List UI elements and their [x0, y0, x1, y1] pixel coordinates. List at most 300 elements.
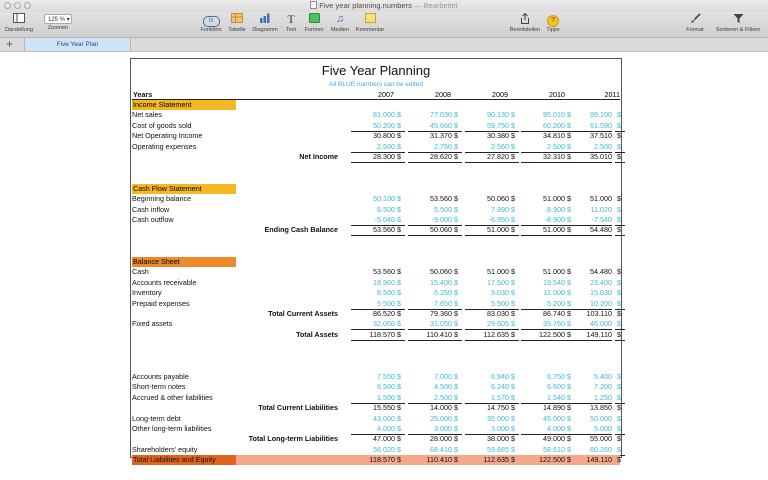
row-label: Net Operating Income: [132, 131, 203, 141]
currency-symbol: $: [565, 330, 575, 341]
currency-symbol: $: [397, 131, 401, 141]
currency-symbol: $: [452, 393, 462, 404]
help-icon: ?: [544, 13, 562, 26]
currency-symbol: $: [511, 267, 515, 277]
row-label: Net sales: [132, 110, 162, 120]
value-cell[interactable]: 68.410: [408, 445, 452, 456]
currency-symbol: $: [567, 455, 571, 465]
currency-symbol: $: [565, 445, 575, 456]
value-cell[interactable]: 7.650: [408, 299, 452, 310]
row-label: Cash: [132, 267, 149, 277]
value-cell: 86.520: [373, 309, 395, 318]
paintbrush-icon: [684, 13, 706, 26]
currency-symbol: $: [452, 152, 462, 163]
value-cell: 86.740: [543, 309, 565, 318]
value-cell[interactable]: 6.240: [491, 382, 509, 392]
row-label: Accounts payable: [132, 371, 189, 381]
value-cell[interactable]: 15.400: [430, 277, 452, 287]
currency-symbol: $: [454, 288, 458, 298]
year-header: 2007: [378, 90, 394, 99]
value-cell: 118.570: [369, 455, 395, 465]
row-label: Cost of goods sold: [132, 120, 192, 130]
value-cell[interactable]: 25.000: [430, 413, 452, 423]
table-button[interactable]: Tabelle: [226, 13, 248, 33]
value-cell: 50.060: [408, 225, 452, 236]
currency-symbol: $: [397, 277, 401, 287]
currency-symbol: $: [509, 225, 519, 236]
currency-symbol: $: [452, 330, 462, 341]
value-cell[interactable]: 35.000: [487, 413, 509, 423]
value-cell[interactable]: 19.540: [543, 277, 565, 287]
currency-symbol: $: [617, 288, 621, 298]
sheet-tab-bar: [0, 38, 768, 52]
currency-symbol: $: [565, 393, 575, 404]
currency-symbol: $: [565, 152, 575, 163]
value-cell: 15.550: [373, 403, 395, 413]
value-cell[interactable]: 2.500: [351, 142, 395, 153]
spreadsheet-page: [130, 58, 622, 465]
function-icon: fx: [198, 13, 224, 26]
value-cell: 51.000: [521, 225, 565, 236]
currency-symbol: $: [567, 110, 571, 120]
currency-symbol: $: [509, 445, 519, 456]
value-cell[interactable]: 1.570: [465, 393, 509, 404]
value-cell: 83.030: [487, 309, 509, 318]
currency-symbol: $: [395, 299, 405, 310]
row-label: Cash inflow: [132, 204, 170, 214]
currency-symbol: $: [397, 371, 401, 381]
currency-symbol: $: [511, 288, 515, 298]
year-header: 2010: [549, 90, 565, 99]
currency-symbol: $: [565, 121, 575, 132]
value-cell: 32.310: [521, 152, 565, 163]
value-cell: 47.000: [373, 434, 395, 444]
value-cell[interactable]: 8.500: [377, 204, 395, 214]
edit-hint: All BLUE numbers can be edited: [329, 81, 423, 88]
value-cell[interactable]: -8.900: [521, 215, 565, 226]
add-sheet-button[interactable]: +: [6, 37, 14, 51]
value-cell: 122.500: [521, 330, 565, 341]
currency-symbol: $: [567, 403, 571, 413]
value-cell[interactable]: 17.500: [487, 277, 509, 287]
text-icon: T: [287, 12, 295, 26]
row-label: Cash outflow: [132, 214, 174, 224]
value-cell: 35.010: [568, 152, 612, 163]
format-button[interactable]: Format: [684, 13, 706, 33]
currency-symbol: $: [615, 152, 625, 163]
currency-symbol: $: [617, 434, 621, 444]
currency-symbol: $: [397, 455, 401, 465]
value-cell: 122.500: [539, 455, 565, 465]
years-label: Years: [133, 90, 153, 99]
value-cell: 37.510: [590, 131, 612, 141]
currency-symbol: $: [565, 225, 575, 236]
currency-symbol: $: [567, 277, 571, 287]
currency-symbol: $: [617, 455, 621, 465]
currency-symbol: $: [615, 319, 625, 330]
currency-symbol: $: [397, 309, 401, 318]
currency-symbol: $: [617, 267, 621, 277]
currency-symbol: $: [511, 455, 515, 465]
value-cell[interactable]: 50.200: [351, 121, 395, 132]
total-label: Total Assets: [296, 329, 338, 339]
value-cell: 149.110: [568, 330, 612, 341]
value-cell[interactable]: 2.560: [465, 142, 509, 153]
bar-chart-icon: [250, 13, 280, 26]
value-cell[interactable]: 60.200: [521, 121, 565, 132]
value-cell[interactable]: 10.200: [568, 299, 612, 310]
value-cell[interactable]: 95.010: [543, 110, 565, 120]
value-cell[interactable]: 5.400: [594, 371, 612, 381]
value-cell[interactable]: 99.100: [590, 110, 612, 120]
value-cell: 112.635: [483, 455, 509, 465]
value-cell[interactable]: 3.000: [465, 424, 509, 435]
currency-symbol: $: [617, 194, 621, 204]
value-cell[interactable]: 9.030: [491, 288, 509, 298]
currency-symbol: $: [509, 330, 519, 341]
table-icon: [226, 13, 248, 26]
value-cell[interactable]: 45.000: [543, 413, 565, 423]
currency-symbol: $: [397, 288, 401, 298]
currency-symbol: $: [617, 413, 621, 423]
value-cell: 53.560: [430, 194, 452, 204]
view-button[interactable]: Darstellung: [3, 13, 35, 33]
currency-symbol: $: [511, 131, 515, 141]
row-label: Accrued & other liabilities: [132, 392, 213, 402]
currency-symbol: $: [395, 152, 405, 163]
share-button[interactable]: Bereitstellen: [506, 13, 544, 33]
row-label: Short-term notes: [132, 382, 186, 392]
currency-symbol: $: [397, 267, 401, 277]
value-cell[interactable]: 35.760: [521, 319, 565, 330]
currency-symbol: $: [454, 194, 458, 204]
sheet-tab-five-year-plan[interactable]: Five Year Plan: [24, 38, 131, 51]
currency-symbol: $: [567, 371, 571, 381]
currency-symbol: $: [617, 110, 621, 120]
value-cell[interactable]: 1.250: [568, 393, 612, 404]
currency-symbol: $: [511, 309, 515, 318]
currency-symbol: $: [617, 309, 621, 318]
currency-symbol: $: [452, 299, 462, 310]
currency-symbol: $: [454, 309, 458, 318]
currency-symbol: $: [395, 121, 405, 132]
row-label: Operating expenses: [132, 141, 197, 151]
value-cell[interactable]: 18.960: [373, 277, 395, 287]
value-cell[interactable]: 77.030: [430, 110, 452, 120]
currency-symbol: $: [511, 382, 515, 392]
currency-symbol: $: [615, 299, 625, 310]
value-cell[interactable]: 7.890: [491, 204, 509, 214]
value-cell[interactable]: 2.500: [568, 142, 612, 153]
year-header: 2011: [604, 90, 620, 99]
value-cell[interactable]: 58.610: [521, 445, 565, 456]
value-cell: 38.000: [487, 434, 509, 444]
currency-symbol: $: [617, 204, 621, 214]
value-cell[interactable]: 4.000: [351, 424, 395, 435]
total-label: Net Income: [299, 152, 338, 162]
currency-symbol: $: [615, 142, 625, 153]
currency-symbol: $: [567, 194, 571, 204]
currency-symbol: $: [511, 403, 515, 413]
currency-symbol: $: [397, 403, 401, 413]
currency-symbol: $: [567, 204, 571, 214]
value-cell[interactable]: 4.000: [521, 424, 565, 435]
value-cell[interactable]: 8.900: [547, 204, 565, 214]
share-icon: [506, 13, 544, 26]
currency-symbol: $: [509, 299, 519, 310]
currency-symbol: $: [454, 371, 458, 381]
currency-symbol: $: [454, 110, 458, 120]
currency-symbol: $: [565, 142, 575, 153]
value-cell: 30.380: [487, 131, 509, 141]
value-cell[interactable]: 6.250: [434, 288, 452, 298]
total-label: Total Long-term Liabilities: [248, 434, 338, 444]
value-cell[interactable]: 81.000: [373, 110, 395, 120]
title-bar: [0, 0, 768, 12]
value-cell: 27.820: [465, 152, 509, 163]
row-label: Other long-term liabilities: [132, 423, 212, 433]
row-label: Shareholders' equity: [132, 444, 198, 454]
currency-symbol: $: [454, 267, 458, 277]
shapes-icon: [302, 13, 326, 26]
value-cell[interactable]: 46.000: [568, 319, 612, 330]
value-cell[interactable]: 80.260: [568, 445, 612, 456]
sort-filter-button[interactable]: Sortieren & Filtern: [710, 13, 766, 33]
value-cell[interactable]: 61.590: [568, 121, 612, 132]
currency-symbol: $: [395, 142, 405, 153]
value-cell[interactable]: 3.000: [408, 424, 452, 435]
currency-symbol: $: [511, 204, 515, 214]
value-cell: 28.300: [351, 152, 395, 163]
value-cell: 50.060: [430, 267, 452, 277]
row-label: Accounts receivable: [132, 277, 197, 287]
chevron-down-icon: ▾: [66, 17, 70, 23]
value-cell[interactable]: 5.500: [434, 204, 452, 214]
value-cell[interactable]: 32.050: [351, 319, 395, 330]
value-cell: 14.750: [487, 403, 509, 413]
value-cell[interactable]: 29.605: [465, 319, 509, 330]
currency-symbol: $: [395, 445, 405, 456]
currency-symbol: $: [615, 121, 625, 132]
currency-symbol: $: [452, 215, 462, 226]
value-cell[interactable]: -6.950: [465, 215, 509, 226]
value-cell: 31.370: [430, 131, 452, 141]
section-label: Income Statement: [133, 100, 192, 109]
value-cell: 28.620: [408, 152, 452, 163]
value-cell[interactable]: 5.500: [465, 299, 509, 310]
value-cell[interactable]: 8.500: [377, 288, 395, 298]
value-cell[interactable]: 6.940: [491, 371, 509, 381]
value-cell[interactable]: 43.000: [373, 413, 395, 423]
currency-symbol: $: [397, 204, 401, 214]
currency-symbol: $: [565, 424, 575, 435]
value-cell: 13.850: [590, 403, 612, 413]
value-cell[interactable]: 5.200: [521, 299, 565, 310]
comment-icon: [354, 13, 386, 26]
currency-symbol: $: [615, 225, 625, 236]
total-label: Total Current Assets: [268, 309, 338, 318]
value-cell[interactable]: 4.500: [434, 382, 452, 392]
value-cell: 118.570: [351, 330, 395, 341]
value-cell[interactable]: 15.030: [590, 288, 612, 298]
value-cell[interactable]: 2.750: [408, 142, 452, 153]
value-cell[interactable]: 5.000: [568, 424, 612, 435]
currency-symbol: $: [509, 319, 519, 330]
currency-symbol: $: [617, 382, 621, 392]
currency-symbol: $: [565, 215, 575, 226]
value-cell: 30.800: [373, 131, 395, 141]
shapes-button[interactable]: Formen: [302, 13, 326, 33]
currency-symbol: $: [454, 413, 458, 423]
currency-symbol: $: [454, 131, 458, 141]
music-note-icon: ♫: [335, 13, 345, 25]
currency-symbol: $: [565, 319, 575, 330]
currency-symbol: $: [567, 267, 571, 277]
value-cell: 28.000: [430, 434, 452, 444]
value-cell[interactable]: 6.500: [377, 382, 395, 392]
comment-button[interactable]: Kommentar: [354, 13, 386, 33]
sidebar-view-icon: [3, 13, 35, 26]
function-button[interactable]: fx Funktion: [198, 13, 224, 33]
currency-symbol: $: [615, 215, 625, 226]
zoom-select[interactable]: 125 % ▾: [44, 14, 72, 24]
currency-symbol: $: [452, 424, 462, 435]
value-cell: 14.000: [430, 403, 452, 413]
value-cell: 53.560: [351, 225, 395, 236]
year-header: 2009: [492, 90, 508, 99]
currency-symbol: $: [509, 121, 519, 132]
value-cell: 79.360: [430, 309, 452, 318]
currency-symbol: $: [511, 194, 515, 204]
value-cell: 149.110: [586, 455, 612, 465]
row-label: Long-term debt: [132, 413, 181, 423]
value-cell: 51.000: [590, 194, 612, 204]
document-title: Five Year Planning: [321, 63, 431, 78]
row-label: Inventory: [132, 288, 162, 298]
years-header-row: [132, 90, 620, 100]
currency-symbol: $: [617, 131, 621, 141]
currency-symbol: $: [509, 393, 519, 404]
value-cell: 51.000: [543, 267, 565, 277]
value-cell[interactable]: 6.750: [547, 371, 565, 381]
value-cell: 51.000: [487, 267, 509, 277]
currency-symbol: $: [511, 110, 515, 120]
currency-symbol: $: [617, 277, 621, 287]
value-cell[interactable]: 1.500: [351, 393, 395, 404]
value-cell: 110.410: [408, 330, 452, 341]
currency-symbol: $: [615, 393, 625, 404]
value-cell: 112.635: [465, 330, 509, 341]
value-cell[interactable]: -9.000: [408, 215, 452, 226]
currency-symbol: $: [395, 215, 405, 226]
value-cell[interactable]: 1.540: [521, 393, 565, 404]
value-cell[interactable]: 6.600: [547, 382, 565, 392]
currency-symbol: $: [509, 215, 519, 226]
value-cell[interactable]: 45.660: [408, 121, 452, 132]
currency-symbol: $: [395, 225, 405, 236]
currency-symbol: $: [565, 299, 575, 310]
value-cell[interactable]: 11.020: [590, 204, 612, 214]
currency-symbol: $: [454, 204, 458, 214]
currency-symbol: $: [567, 413, 571, 423]
currency-symbol: $: [397, 194, 401, 204]
value-cell[interactable]: 11.000: [543, 288, 565, 298]
value-cell: 54.480: [590, 267, 612, 277]
value-cell[interactable]: 7.550: [377, 371, 395, 381]
currency-symbol: $: [567, 382, 571, 392]
currency-symbol: $: [617, 403, 621, 413]
value-cell[interactable]: -7.540: [568, 215, 612, 226]
currency-symbol: $: [567, 434, 571, 444]
chart-button[interactable]: Diagramm: [250, 13, 280, 33]
currency-symbol: $: [454, 455, 458, 465]
currency-symbol: $: [511, 371, 515, 381]
value-cell[interactable]: 50.100: [373, 194, 395, 204]
window-title: Five year planning.numbers — Bearbeitet: [0, 0, 768, 12]
currency-symbol: $: [454, 277, 458, 287]
currency-symbol: $: [615, 424, 625, 435]
value-cell: 14.890: [543, 403, 565, 413]
currency-symbol: $: [615, 445, 625, 456]
currency-symbol: $: [567, 309, 571, 318]
zoom-control[interactable]: 125 % ▾ Zoomen: [40, 13, 76, 31]
media-button[interactable]: ♫ Medien: [328, 13, 352, 33]
currency-symbol: $: [395, 330, 405, 341]
value-cell[interactable]: 90.130: [487, 110, 509, 120]
value-cell[interactable]: 7.000: [434, 371, 452, 381]
currency-symbol: $: [452, 225, 462, 236]
currency-symbol: $: [452, 142, 462, 153]
currency-symbol: $: [454, 434, 458, 444]
section-label: Balance Sheet: [133, 256, 180, 266]
currency-symbol: $: [452, 445, 462, 456]
value-cell[interactable]: 31.050: [408, 319, 452, 330]
value-cell[interactable]: 2.500: [521, 142, 565, 153]
value-cell[interactable]: 56.020: [351, 445, 395, 456]
value-cell[interactable]: 7.200: [594, 382, 612, 392]
value-cell: 54.480: [568, 225, 612, 236]
value-cell: 51.000: [543, 194, 565, 204]
value-cell: 49.000: [543, 434, 565, 444]
section-header: [132, 184, 236, 194]
row-label: Beginning balance: [132, 194, 192, 204]
row-label: Total Liabilities and Equity: [133, 455, 216, 465]
value-cell[interactable]: 50.000: [590, 413, 612, 423]
value-cell: 51.000: [465, 225, 509, 236]
currency-symbol: $: [397, 434, 401, 444]
value-cell[interactable]: 59.750: [465, 121, 509, 132]
section-label: Cash Flow Statement: [133, 183, 202, 193]
value-cell[interactable]: -5.040: [351, 215, 395, 226]
value-cell[interactable]: 59.885: [465, 445, 509, 456]
value-cell[interactable]: 2.500: [408, 393, 452, 404]
value-cell: 53.560: [373, 267, 395, 277]
text-button[interactable]: T Text: [282, 13, 300, 33]
value-cell: 34.810: [543, 131, 565, 141]
row-label: Fixed assets: [132, 319, 173, 329]
tips-button[interactable]: ? Tipps: [544, 13, 562, 33]
toolbar: [0, 12, 768, 38]
value-cell[interactable]: 5.500: [351, 299, 395, 310]
currency-symbol: $: [454, 403, 458, 413]
filter-icon: [710, 13, 766, 26]
value-cell[interactable]: 23.400: [590, 277, 612, 287]
section-header: [132, 100, 236, 110]
currency-symbol: $: [511, 434, 515, 444]
currency-symbol: $: [567, 131, 571, 141]
value-cell: 55.000: [590, 434, 612, 444]
total-label: Total Current Liabilities: [258, 403, 338, 413]
